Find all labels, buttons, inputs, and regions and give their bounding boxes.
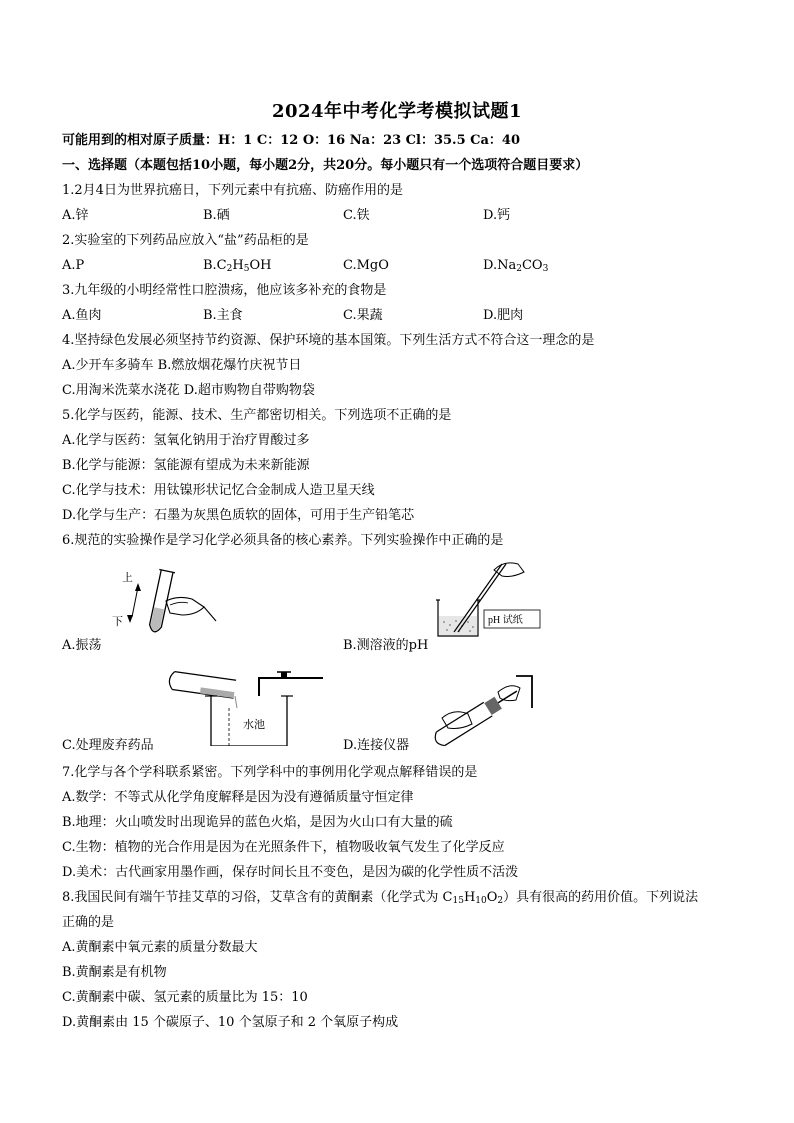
q2-option-b: $B.C_2H_5OH$ [203,258,272,274]
q8-stem: 8.我国民间有端午节挂艾草的习俗，艾草含有的黄酮素（化学式为 $C_{15}H_{10}O_2$）具有很高的药用价值。下列说法 [62,890,699,906]
q5-option-a: A.化学与医药：氢氧化钠用于治疗胃酸过多 [62,433,310,448]
q5-option-c: C.化学与技术：用钛镍形状记忆合金制成人造卫星天线 [62,483,375,498]
q5-option-d: D.化学与生产：石墨为灰黑色质软的固体，可用于生产铅笔芯 [62,508,415,523]
q7-option-d: D.美术：古代画家用墨作画，保存时间长且不变色，是因为碳的化学性质不活泼 [62,865,519,880]
q1-option-b: B.硒 [203,208,230,223]
waste-disposal-figure [165,668,327,746]
q5-stem: 5.化学与医药，能源、技术、生产都密切相关。下列选项不正确的是 [62,408,452,423]
q8-option-d: D.黄酮素由 15 个碳原子、10 个氢原子和 2 个氧原子构成 [62,1015,399,1030]
sink-label: 水池 [243,719,265,731]
q3-option-b: B.主食 [203,308,243,323]
q4-stem: 4.坚持绿色发展必须坚持节约资源、保护环境的基本国策。下列生活方式不符合这一理念的是 [62,333,595,348]
q7-option-b: B.地理：火山喷发时出现诡异的蓝色火焰，是因为火山口有大量的硫 [62,815,453,830]
connecting-apparatus-figure [420,668,540,748]
q6-stem: 6.规范的实验操作是学习化学必须具备的核心素养。下列实验操作中正确的是 [62,533,504,548]
q1-stem: 1.2月4日为世界抗癌日，下列元素中有抗癌、防癌作用的是 [62,183,403,198]
q8-option-c: C.黄酮素中碳、氢元素的质量比为 15：10 [62,990,308,1005]
q6-option-d: D.连接仪器 [343,738,410,753]
q2-stem: 2.实验室的下列药品应放入“盐”药品柜的是 [62,233,309,248]
q1-option-d: D.钙 [483,208,511,223]
atomic-mass-line: 可能用到的相对原子质量：H：1 C：12 O：16 Na：23 Cl：35.5 Ca：40 [62,133,521,148]
section-heading: 一、选择题（本题包括10小题，每小题2分，共20分。每小题只有一个选项符合题目要求） [62,158,589,173]
up-label: 上 [122,572,133,584]
q8-option-b: B.黄酮素是有机物 [62,965,167,980]
q3-option-a: A.鱼肉 [62,308,102,323]
q8-option-a: A.黄酮素中氧元素的质量分数最大 [62,940,258,955]
q2-option-c: C.MgO [343,258,389,273]
q6-option-b: B.测溶液的pH [343,638,429,653]
q3-stem: 3.九年级的小明经常性口腔溃疡，他应该多补充的食物是 [62,283,387,298]
q5-option-b: B.化学与能源：氢能源有望成为未来新能源 [62,458,310,473]
down-label: 下 [112,616,123,628]
q2-option-d: $D.Na_2CO_3$ [483,258,549,274]
q3-option-c: C.果蔬 [343,308,383,323]
q8-stem-line2: 正确的是 [62,915,115,930]
page-title: 2024年中考化学考模拟试题1 [271,101,523,122]
q4-options-line1: A.少开车多骑车 B.燃放烟花爆竹庆祝节日 [62,358,302,373]
q7-stem: 7.化学与各个学科联系紧密。下列学科中的事例用化学观点解释错误的是 [62,765,478,780]
q1-option-c: C.铁 [343,208,370,223]
shaking-test-tube-figure [108,565,218,645]
ph-paper-label: pH 试纸 [488,615,523,626]
ph-test-figure [432,560,542,640]
q7-option-c: C.生物：植物的光合作用是因为在光照条件下，植物吸收氧气发生了化学反应 [62,840,505,855]
q3-option-d: D.肥肉 [483,308,524,323]
q2-option-a: A.P [62,258,85,273]
q6-option-c: C.处理废弃药品 [62,738,154,753]
q6-option-a: A.振荡 [62,638,102,653]
q4-options-line2: C.用淘米洗菜水浇花 D.超市购物自带购物袋 [62,383,315,398]
q1-option-a: A.锌 [62,208,89,223]
q7-option-a: A.数学：不等式从化学角度解释是因为没有遵循质量守恒定律 [62,790,414,805]
